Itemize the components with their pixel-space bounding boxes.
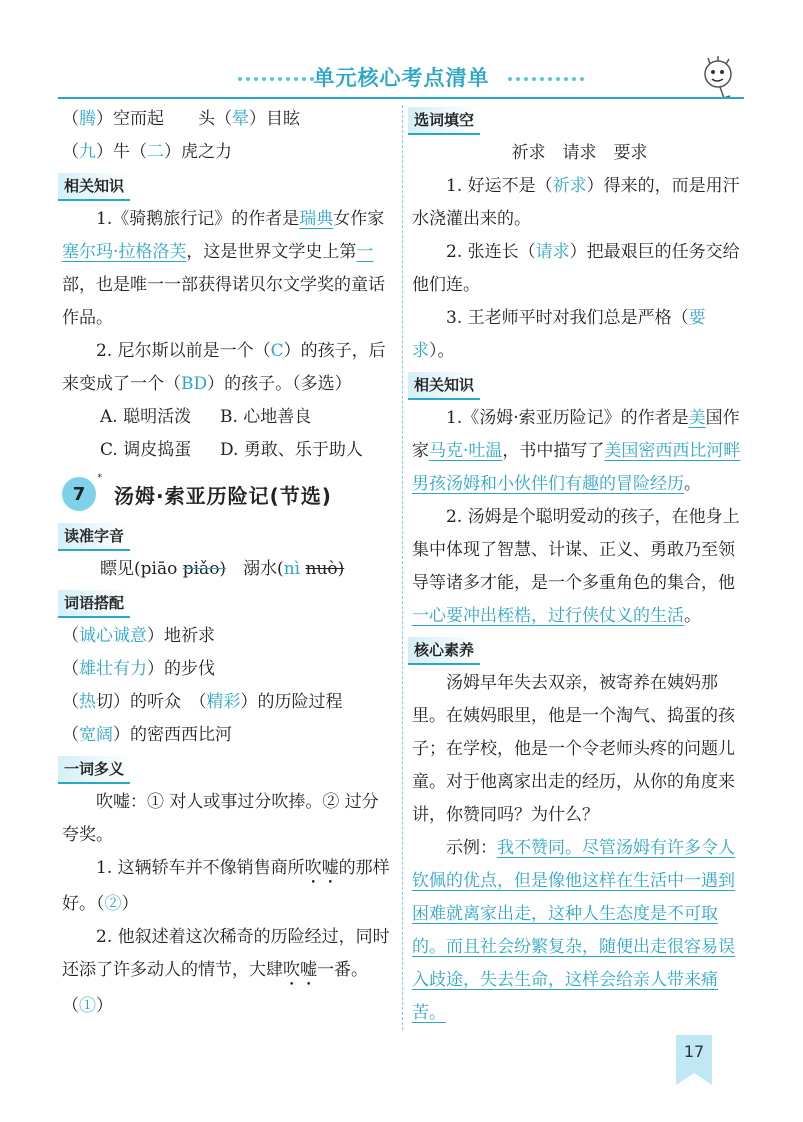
right-column [412, 103, 747, 1030]
header-rule [58, 97, 744, 99]
section-title-polysemy: 一词多义 [58, 756, 130, 784]
polysemy-sentence-1: 1. 这辆轿车并不像销售商所吹嘘的那样好。（②） [62, 858, 390, 914]
knowledge-item-1: 1.《汤姆·索亚历险记》的作者是美国作家马克·吐温，书中描写了美国密西西比河畔男孩汤姆和小伙伴们有趣的冒险经历。 [412, 408, 741, 494]
knowledge-item-1: 1.《骑鹅旅行记》的作者是瑞典女作家塞尔玛·拉格洛芙，这是世界文学史上第一部，也是唯一一部获得诺贝尔文学奖的童话作品。 [62, 209, 385, 328]
section-title-knowledge-2: 相关知识 [408, 372, 480, 400]
column-divider [402, 105, 403, 1030]
page-header-title: 单元核心考点清单 [313, 66, 490, 90]
option-row: C. 调皮捣蛋 D. 勇敢、乐于助人 [100, 440, 363, 460]
fill-item-2: 2. 张连长（请求）把最艰巨的任务交给他们连。 [412, 242, 740, 295]
lesson-heading [62, 473, 392, 511]
idiom-row: （腾）空而起 头（晕）目眩 [62, 109, 300, 129]
page-number: 17 [683, 1042, 705, 1061]
section-title-pronunciation: 读准字音 [58, 523, 130, 551]
collocation-item: （诚心诚意）地祈求 [62, 626, 215, 646]
core-question: 汤姆早年失去双亲，被寄养在姨妈那里。在姨妈眼里，他是一个淘气、捣蛋的孩子；在学校，他是一个令老师头疼的问题儿童。对于他离家出走的经历，从你的角度来讲，你赞同吗？为什么？ [412, 673, 735, 825]
pronunciation-row: 瞟见(piāo piǎo) 溺水(nì nuò) [100, 559, 345, 579]
core-answer: 示例：我不赞同。尽管汤姆有许多令人钦佩的优点，但是像他这样在生活中一遇到困难就离家出走，这种人生态度是不可取的。而且社会纷繁复杂，随便出走很容易误入歧途，失去生命，这样会给亲人带来痛苦。 [412, 838, 735, 1023]
left-column [62, 103, 392, 1023]
section-title-collocation: 词语搭配 [58, 590, 130, 618]
collocation-item: （热切）的听众 （精彩）的历险过程 [62, 692, 343, 712]
fill-item-3: 3. 王老师平时对我们总是严格（要求）。 [412, 308, 706, 361]
collocation-item: （雄壮有力）的步伐 [62, 659, 215, 679]
polysemy-definition: 吹嘘：① 对人或事过分吹捧。② 过分夸奖。 [62, 792, 379, 845]
polysemy-sentence-2: 2. 他叙述着这次稀奇的历险经过，同时还添了许多动人的情节，大肆吹嘘一番。（①） [62, 927, 390, 1016]
knowledge-item-2: 2. 汤姆是个聪明爱动的孩子，在他身上集中体现了智慧、计谋、正义、勇敢乃至领导等诸多才能，是一个多重角色的集合，他一心要冲出桎梏，过行侠仗义的生活。 [412, 507, 740, 626]
option-row: A. 聪明活泼 B. 心地善良 [100, 407, 312, 427]
section-title-knowledge: 相关知识 [58, 173, 130, 201]
idiom-row: （九）牛（二）虎之力 [62, 142, 232, 162]
fill-item-1: 1. 好运不是（祈求）得来的，而是用汗水浇灌出来的。 [412, 176, 740, 229]
collocation-item: （宽阔）的密西西比河 [62, 725, 232, 745]
section-title-core: 核心素养 [408, 637, 480, 665]
lesson-number-badge: 7 * [62, 477, 96, 511]
knowledge-item-2: 2. 尼尔斯以前是一个（C）的孩子，后来变成了一个（BD）的孩子。（多选） [62, 341, 386, 394]
mascot-icon [700, 56, 740, 100]
word-choices: 祈求 请求 要求 [511, 143, 648, 163]
section-title-fill: 选词填空 [408, 107, 480, 135]
header-dots-right [508, 77, 584, 81]
lesson-title: 汤姆·索亚历险记(节选) [114, 483, 332, 508]
